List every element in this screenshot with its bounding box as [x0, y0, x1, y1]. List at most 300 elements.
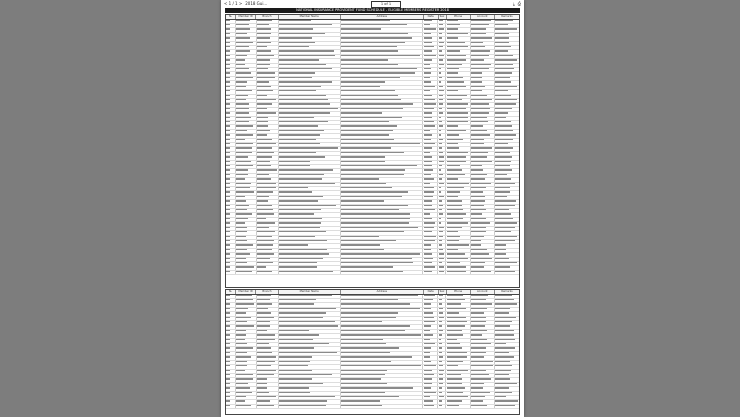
table-cell — [279, 240, 341, 243]
illegible-text — [236, 117, 251, 118]
illegible-text — [341, 347, 399, 348]
table-cell — [423, 330, 438, 333]
illegible-text — [341, 183, 386, 184]
illegible-text — [279, 178, 322, 179]
page-nav[interactable]: < 1 / 1 > — [224, 1, 243, 6]
illegible-text — [424, 59, 432, 60]
table-cell — [438, 213, 446, 216]
table-cell — [446, 303, 470, 306]
table-cell — [226, 325, 236, 328]
table-cell — [257, 139, 279, 142]
illegible-text — [439, 218, 442, 219]
illegible-text — [439, 396, 444, 397]
print-icon[interactable]: ⎙ — [517, 1, 521, 6]
table-cell — [341, 303, 424, 306]
table-cell — [341, 205, 424, 208]
table-cell — [471, 68, 495, 71]
table-cell — [236, 174, 256, 177]
table-cell — [257, 325, 279, 328]
table-cell — [423, 68, 438, 71]
illegible-text — [279, 143, 319, 144]
table-cell — [446, 262, 470, 265]
table-cell — [226, 387, 236, 390]
illegible-text — [257, 356, 276, 357]
table-cell — [438, 253, 446, 256]
illegible-text — [495, 72, 512, 73]
illegible-text — [495, 405, 514, 406]
illegible-text — [471, 396, 485, 397]
table-cell — [257, 387, 279, 390]
illegible-text — [226, 99, 230, 100]
illegible-text — [495, 258, 509, 259]
table-cell — [471, 374, 495, 377]
table-cell — [438, 343, 446, 346]
page-indicator[interactable]: 1 of 1 — [371, 1, 401, 8]
illegible-text — [495, 59, 517, 60]
illegible-text — [495, 165, 510, 166]
table-cell — [438, 42, 446, 45]
illegible-text — [279, 152, 316, 153]
illegible-text — [447, 103, 469, 104]
table-cell — [279, 258, 341, 261]
illegible-text — [257, 103, 272, 104]
illegible-text — [424, 37, 432, 38]
table-cell — [438, 334, 446, 337]
illegible-text — [257, 299, 270, 300]
illegible-text — [424, 103, 436, 104]
table-cell — [423, 143, 438, 146]
illegible-text — [226, 244, 230, 245]
illegible-text — [447, 227, 462, 228]
table-cell — [226, 72, 236, 75]
table-cell — [257, 121, 279, 124]
illegible-text — [236, 356, 250, 357]
illegible-text — [236, 339, 245, 340]
illegible-text — [471, 50, 490, 51]
illegible-text — [226, 37, 230, 38]
illegible-text — [279, 196, 323, 197]
table-cell — [471, 218, 495, 221]
illegible-text — [447, 356, 467, 357]
table-cell — [226, 374, 236, 377]
table-cell — [423, 317, 438, 320]
illegible-text — [236, 312, 246, 313]
table-cell — [471, 24, 495, 27]
illegible-text — [495, 244, 506, 245]
illegible-text — [424, 178, 434, 179]
table-cell — [236, 77, 256, 80]
illegible-text — [257, 77, 275, 78]
table-cell — [423, 200, 438, 203]
illegible-text — [226, 165, 230, 166]
table-cell — [257, 20, 279, 23]
table-cell — [236, 352, 256, 355]
illegible-text — [279, 236, 315, 237]
illegible-text — [471, 108, 490, 109]
illegible-text — [495, 383, 517, 384]
table-cell — [471, 205, 495, 208]
table-cell — [236, 64, 256, 67]
table-cell — [438, 330, 446, 333]
illegible-text — [447, 121, 468, 122]
illegible-text — [257, 81, 270, 82]
table-cell — [257, 378, 279, 381]
table-cell — [438, 139, 446, 142]
table-cell — [279, 308, 341, 311]
table-cell — [236, 156, 256, 159]
illegible-text — [495, 295, 512, 296]
table-cell — [471, 55, 495, 58]
illegible-text — [257, 125, 268, 126]
illegible-text — [439, 312, 444, 313]
table-cell — [236, 339, 256, 342]
table-cell — [471, 378, 495, 381]
table-cell — [279, 95, 341, 98]
illegible-text — [226, 396, 230, 397]
table-cell — [279, 200, 341, 203]
table-cell — [495, 258, 519, 261]
table-cell — [257, 174, 279, 177]
table-cell — [236, 361, 256, 364]
table-cell — [471, 42, 495, 45]
table-cell — [341, 156, 424, 159]
table-cell — [226, 64, 236, 67]
table-cell — [279, 50, 341, 53]
illegible-text — [341, 317, 395, 318]
illegible-text — [279, 295, 332, 296]
illegible-text — [279, 28, 313, 29]
illegible-text — [341, 139, 394, 140]
table-cell — [279, 187, 341, 190]
table-cell — [471, 196, 495, 199]
table-cell — [446, 334, 470, 337]
table-cell — [257, 330, 279, 333]
illegible-text — [257, 266, 266, 267]
column-header: Sex — [439, 15, 447, 19]
table-cell — [257, 72, 279, 75]
illegible-text — [471, 330, 487, 331]
illegible-text — [226, 50, 230, 51]
table-cell — [257, 370, 279, 373]
table-cell — [279, 396, 341, 399]
illegible-text — [341, 383, 387, 384]
table-cell — [341, 244, 424, 247]
illegible-text — [236, 178, 245, 179]
illegible-text — [257, 374, 275, 375]
illegible-text — [341, 370, 387, 371]
illegible-text — [424, 405, 435, 406]
table-cell — [471, 222, 495, 225]
illegible-text — [226, 112, 230, 113]
table-cell — [471, 330, 495, 333]
table-cell — [279, 112, 341, 115]
table-cell — [495, 312, 519, 315]
table-cell — [446, 187, 470, 190]
table-cell — [423, 169, 438, 172]
table-cell — [438, 72, 446, 75]
table-cell — [423, 156, 438, 159]
illegible-text — [257, 361, 275, 362]
illegible-text — [471, 321, 486, 322]
illegible-text — [495, 218, 512, 219]
table-cell — [438, 108, 446, 111]
illegible-text — [471, 90, 482, 91]
table-cell — [236, 378, 256, 381]
table-cell — [341, 378, 424, 381]
table-cell — [226, 103, 236, 106]
table-cell — [341, 370, 424, 373]
table-cell — [423, 365, 438, 368]
table-cell — [471, 325, 495, 328]
table-cell — [495, 72, 519, 75]
table-cell — [279, 125, 341, 128]
illegible-text — [257, 147, 273, 148]
illegible-text — [471, 165, 482, 166]
illegible-text — [236, 262, 246, 263]
table-cell — [446, 227, 470, 230]
illegible-text — [257, 130, 271, 131]
table-cell — [257, 86, 279, 89]
table-cell — [236, 161, 256, 164]
table-cell — [471, 134, 495, 137]
illegible-text — [447, 303, 461, 304]
illegible-text — [341, 200, 384, 201]
illegible-text — [341, 143, 419, 144]
illegible-text — [447, 299, 465, 300]
illegible-text — [226, 178, 230, 179]
illegible-text — [226, 325, 230, 326]
illegible-text — [424, 347, 431, 348]
illegible-text — [257, 117, 268, 118]
table-cell — [279, 28, 341, 31]
illegible-text — [447, 271, 466, 272]
illegible-text — [447, 174, 465, 175]
illegible-text — [236, 103, 248, 104]
table-cell — [438, 374, 446, 377]
table-cell — [495, 205, 519, 208]
illegible-text — [495, 205, 515, 206]
illegible-text — [447, 178, 458, 179]
download-icon[interactable]: ⤓ — [513, 1, 515, 6]
illegible-text — [279, 55, 334, 56]
table-cell — [495, 147, 519, 150]
table-cell — [423, 253, 438, 256]
column-header: Address — [341, 15, 424, 19]
illegible-text — [236, 249, 247, 250]
illegible-text — [495, 108, 512, 109]
column-header: Branch — [256, 290, 278, 294]
table-cell — [471, 387, 495, 390]
table-cell — [236, 112, 256, 115]
table-cell — [341, 321, 424, 324]
illegible-text — [236, 134, 253, 135]
illegible-text — [226, 161, 230, 162]
table-cell — [471, 405, 495, 408]
column-header: Date — [424, 15, 439, 19]
illegible-text — [424, 134, 432, 135]
table-cell — [341, 86, 424, 89]
table-cell — [341, 20, 424, 23]
illegible-text — [447, 374, 461, 375]
table-cell — [438, 240, 446, 243]
illegible-text — [257, 334, 275, 335]
table-cell — [471, 231, 495, 234]
table-cell — [341, 317, 424, 320]
illegible-text — [471, 387, 483, 388]
illegible-text — [447, 86, 466, 87]
table-cell — [471, 95, 495, 98]
illegible-text — [424, 240, 435, 241]
illegible-text — [226, 334, 230, 335]
table-cell — [471, 396, 495, 399]
table-cell — [423, 321, 438, 324]
illegible-text — [257, 383, 267, 384]
illegible-text — [257, 50, 271, 51]
illegible-text — [439, 134, 442, 135]
table-cell — [423, 183, 438, 186]
illegible-text — [236, 240, 247, 241]
illegible-text — [447, 365, 459, 366]
table-cell — [341, 258, 424, 261]
illegible-text — [279, 147, 338, 148]
illegible-text — [495, 330, 514, 331]
illegible-text — [447, 50, 460, 51]
table-cell — [279, 143, 341, 146]
column-header: Remarks — [501, 15, 513, 19]
illegible-text — [447, 343, 460, 344]
illegible-text — [447, 152, 468, 153]
table-cell — [446, 46, 470, 49]
illegible-text — [279, 365, 307, 366]
illegible-text — [424, 24, 430, 25]
table-row — [226, 271, 519, 275]
illegible-text — [447, 169, 463, 170]
table-cell — [341, 147, 424, 150]
table-cell — [257, 95, 279, 98]
table-cell — [495, 271, 519, 274]
illegible-text — [424, 392, 436, 393]
table-cell — [446, 244, 470, 247]
illegible-text — [226, 125, 230, 126]
illegible-text — [257, 205, 272, 206]
table-cell — [341, 169, 424, 172]
table-cell — [279, 72, 341, 75]
illegible-text — [236, 24, 248, 25]
table-cell — [471, 125, 495, 128]
illegible-text — [439, 112, 443, 113]
table-cell — [495, 213, 519, 216]
table-cell — [446, 33, 470, 36]
table-cell — [341, 134, 424, 137]
table-cell — [226, 33, 236, 36]
illegible-text — [471, 187, 486, 188]
illegible-text — [279, 253, 329, 254]
illegible-text — [439, 174, 443, 175]
illegible-text — [226, 303, 230, 304]
illegible-text — [471, 352, 486, 353]
illegible-text — [279, 161, 310, 162]
illegible-text — [279, 112, 330, 113]
illegible-text — [236, 308, 247, 309]
illegible-text — [424, 147, 432, 148]
table-cell — [438, 183, 446, 186]
illegible-text — [447, 312, 459, 313]
table-cell — [438, 191, 446, 194]
illegible-text — [471, 112, 489, 113]
illegible-text — [236, 125, 252, 126]
illegible-text — [439, 64, 445, 65]
illegible-text — [495, 374, 509, 375]
illegible-text — [424, 209, 435, 210]
illegible-text — [424, 33, 432, 34]
illegible-text — [495, 352, 508, 353]
illegible-text — [447, 134, 459, 135]
table-cell — [279, 312, 341, 315]
illegible-text — [439, 28, 445, 29]
illegible-text — [447, 24, 460, 25]
illegible-text — [424, 396, 430, 397]
illegible-text — [236, 33, 246, 34]
illegible-text — [471, 125, 483, 126]
table-cell — [446, 196, 470, 199]
illegible-text — [495, 28, 517, 29]
table-cell — [236, 370, 256, 373]
table-cell — [236, 387, 256, 390]
table-cell — [423, 139, 438, 142]
illegible-text — [471, 196, 485, 197]
illegible-text — [447, 59, 466, 60]
illegible-text — [341, 321, 382, 322]
illegible-text — [236, 108, 249, 109]
illegible-text — [447, 370, 469, 371]
table-cell — [236, 134, 256, 137]
illegible-text — [424, 383, 432, 384]
illegible-text — [236, 191, 254, 192]
illegible-text — [495, 392, 512, 393]
table-cell — [446, 218, 470, 221]
illegible-text — [424, 321, 435, 322]
table-cell — [495, 108, 519, 111]
table-cell — [279, 108, 341, 111]
table-cell — [236, 205, 256, 208]
table-cell — [495, 339, 519, 342]
document-tab-title[interactable]: 2018 Gui... — [245, 1, 268, 6]
illegible-text — [495, 213, 511, 214]
illegible-text — [439, 347, 443, 348]
table-cell — [446, 183, 470, 186]
illegible-text — [495, 325, 510, 326]
table-cell — [279, 90, 341, 93]
table-cell — [446, 50, 470, 53]
table-cell — [438, 209, 446, 212]
table-cell — [423, 28, 438, 31]
illegible-text — [257, 271, 272, 272]
table-cell — [257, 165, 279, 168]
table-cell — [257, 236, 279, 239]
illegible-text — [279, 86, 320, 87]
illegible-text — [226, 365, 230, 366]
illegible-text — [471, 169, 483, 170]
table-cell — [438, 308, 446, 311]
table-cell — [226, 312, 236, 315]
table-cell — [341, 121, 424, 124]
illegible-text — [447, 218, 463, 219]
illegible-text — [424, 64, 430, 65]
table-cell — [495, 400, 519, 403]
illegible-text — [279, 46, 309, 47]
table-cell — [257, 55, 279, 58]
illegible-text — [424, 99, 436, 100]
